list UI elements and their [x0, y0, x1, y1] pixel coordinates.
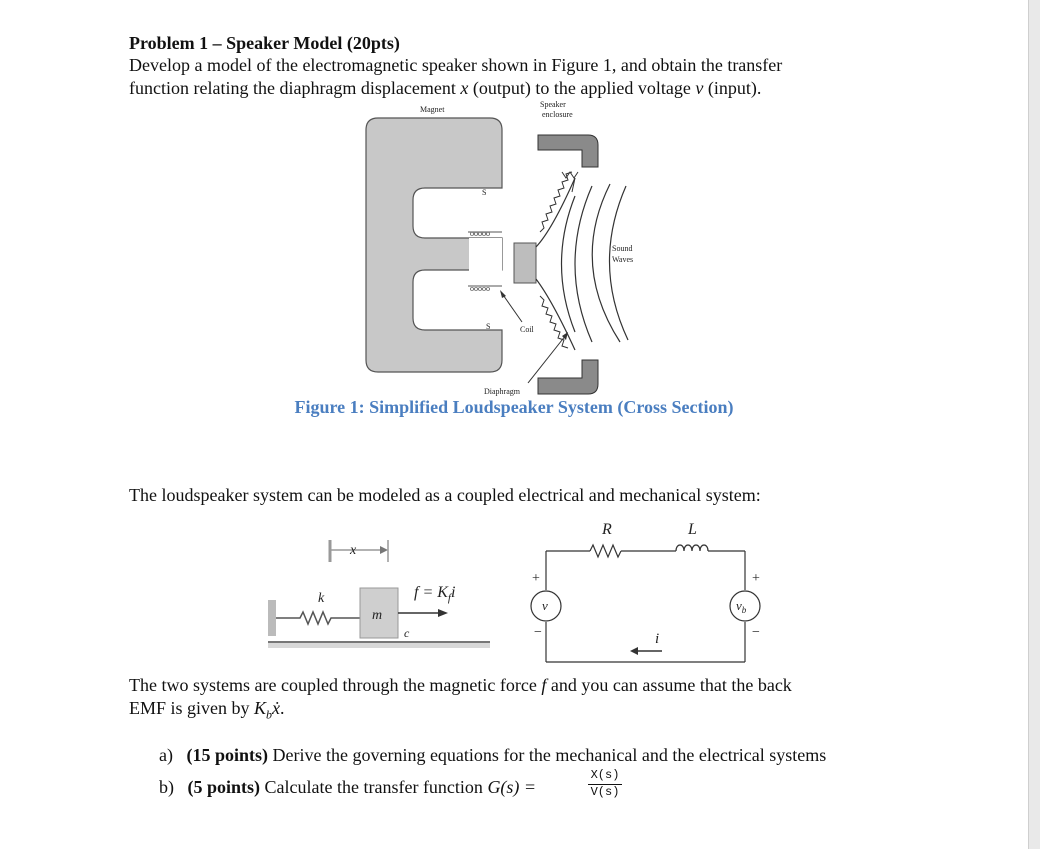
R-label: R	[602, 521, 612, 538]
sound-wave-2	[575, 186, 592, 342]
m-label: m	[372, 608, 383, 623]
coupling-line-1: The two systems are coupled through the magnetic force f and you can assume that the back	[129, 675, 792, 695]
figure-caption: Figure 1: Simplified Loudspeaker System (Cross Section)	[294, 397, 734, 417]
problem-title: Problem 1 – Speaker Model (20pts)	[129, 33, 400, 53]
L-label: L	[688, 521, 697, 538]
question-b: b) (5 points) Calculate the transfer function G(s) =	[159, 777, 537, 797]
force-label: $f = K_fi$	[414, 584, 456, 604]
fraction-denominator: V(s)	[590, 785, 620, 799]
enclosure-bottom	[538, 360, 598, 394]
minus-right: −	[752, 625, 760, 640]
s-label-top: S	[482, 188, 487, 197]
v-label: v	[542, 598, 548, 613]
coil-block	[514, 243, 536, 283]
sound-wave-1	[562, 196, 576, 332]
resistor-R	[590, 545, 621, 557]
plus-right: +	[752, 571, 760, 586]
c-label: c	[404, 626, 410, 640]
lower-spring	[540, 296, 568, 348]
enclosure-top	[538, 135, 598, 167]
diaphragm-arrow	[528, 335, 566, 383]
sound-label-1: Sound	[612, 244, 633, 253]
question-a: a) (15 points) Derive the governing equations for the mechanical and the electrical systems	[159, 745, 827, 765]
model-text: The loudspeaker system can be modeled as a coupled electrical and mechanical system:	[129, 485, 761, 505]
mechanical-system	[268, 540, 490, 648]
intro-line-1: Develop a model of the electromagnetic speaker shown in Figure 1, and obtain the transfer	[129, 55, 783, 75]
minus-left: −	[534, 625, 542, 640]
coil-label: Coil	[520, 325, 534, 334]
system-diagrams	[0, 510, 1028, 670]
coil-bottom-windings: ooooo	[470, 284, 490, 293]
upper-spring	[540, 172, 572, 232]
i-label: i	[655, 631, 660, 647]
inductor-L	[676, 545, 708, 551]
fraction-numerator: X(s)	[588, 768, 622, 785]
coupling-line-2: EMF is given by $K_bẋ$.	[129, 698, 285, 722]
magnet-label: Magnet	[420, 105, 445, 114]
coil-top-windings: ooooo	[470, 229, 490, 238]
diaphragm-label: Diaphragm	[484, 387, 520, 396]
enclosure-label-1: Speaker	[540, 100, 566, 109]
sound-label-2: Waves	[612, 255, 634, 264]
s-label-bottom: S	[486, 322, 491, 331]
vb-label: $v_b$	[736, 598, 747, 615]
plus-left: +	[532, 571, 540, 586]
k-label: k	[318, 591, 325, 606]
speaker-figure	[0, 0, 1028, 420]
enclosure-label-2: enclosure	[542, 110, 573, 119]
intro-line-2: function relating the diaphragm displacement x (output) to the applied voltage v (input).	[129, 78, 762, 98]
pole-piece	[469, 238, 502, 288]
electrical-circuit	[531, 521, 760, 662]
x-label: x	[350, 543, 357, 558]
spring-k	[276, 612, 360, 624]
transfer-function-fraction	[588, 768, 622, 800]
